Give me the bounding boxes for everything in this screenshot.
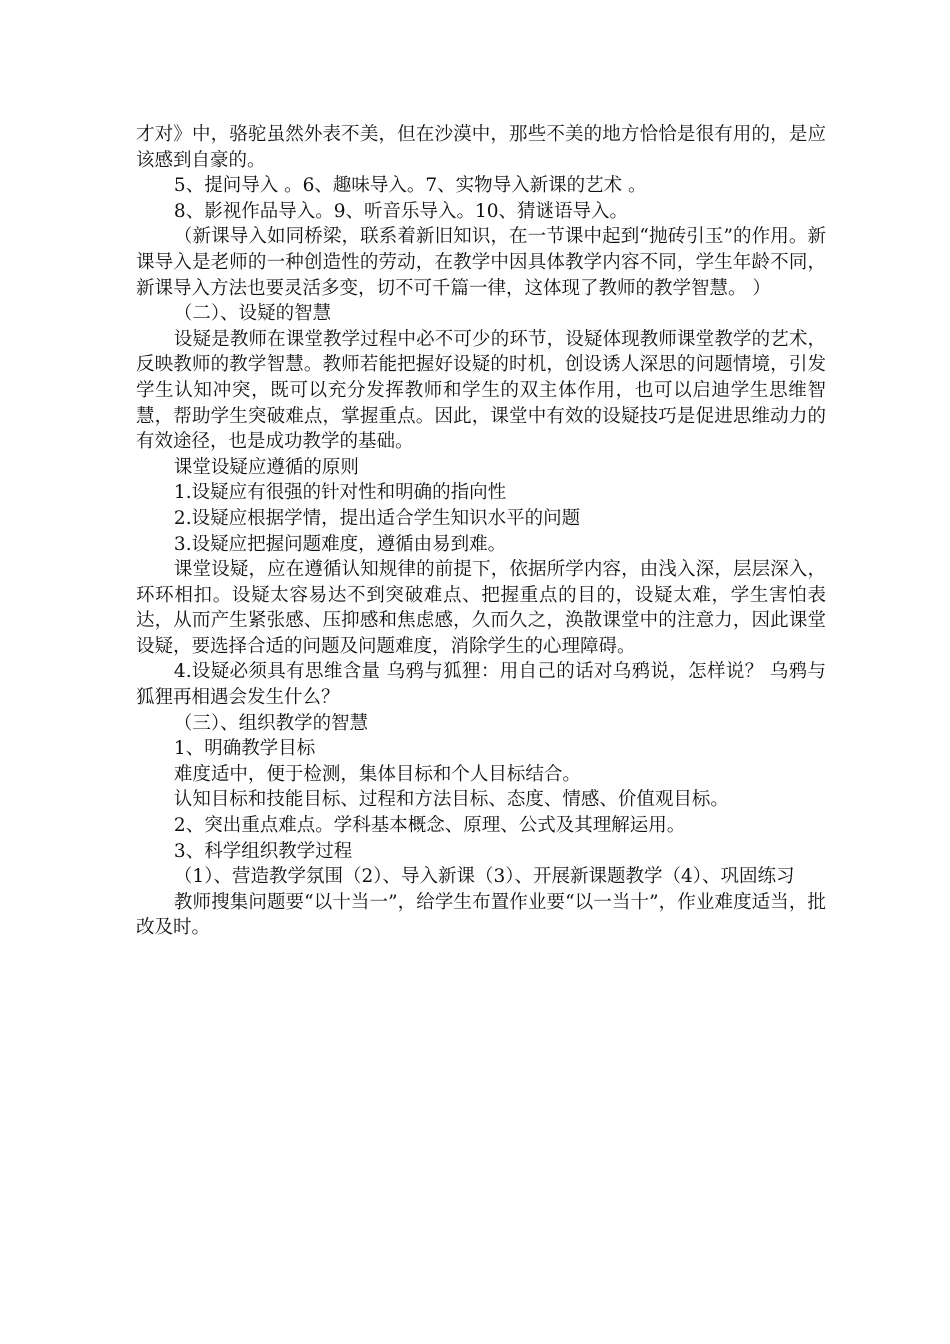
paragraph-questioning-intro: 设疑是教师在课堂教学过程中必不可少的环节，设疑体现教师课堂教学的艺术，反映教师的教学智慧。教师若能把握好设疑的时机，创设诱人深思的问题情境，引发学生认知冲突，既可以充分发挥教师和学生的双主体作用，也可以启迪学生思维智慧，帮助学生突破难点，掌握重点。因此，课堂中有效的设疑技巧是促进思维动力的有效途径，也是成功教学的基础。 (136, 328, 826, 453)
principle-item-3: 3.设疑应把握问题难度，遵循由易到难。 (173, 533, 507, 555)
principle-item-2: 2.设疑应根据学情，提出适合学生知识水平的问题 (173, 507, 581, 529)
subheading-principles: 课堂设疑应遵循的原则 (173, 456, 359, 478)
paragraph-bridge-note: （新课导入如同桥梁，联系着新旧知识，在一节课中起到“抛砖引玉”的作用。新课导入是老师的一种创造性的劳动，在教学中因具体教学内容不同，学生年龄不同，新课导入方法也要灵活多变，切不可千篇一律，这体现了教师的教学智慧。 ） (136, 226, 826, 299)
paragraph-questioning-rules: 课堂设疑，应在遵循认知规律的前提下，依据所学内容，由浅入深，层层深入，环环相扣。设疑太容易达不到突破难点、把握重点的目的，设疑太难，学生害怕表达，从而产生紧张感、压抑感和焦虑感，久而久之，涣散课堂中的注意力，因此课堂设疑，要选择合适的问题及问题难度，消除学生的心理障碍。 (136, 559, 826, 657)
organization-item-2: 2、突出重点难点。学科基本概念、原理、公式及其理解运用。 (173, 815, 686, 837)
paragraph-homework: 教师搜集问题要“以十当一”，给学生布置作业要“以一当十”，作业难度适当，批改及时。 (136, 891, 826, 939)
section-heading-organization: （三）、组织教学的智慧 (173, 712, 369, 734)
document-body (136, 122, 826, 941)
principle-item-1: 1.设疑应有很强的针对性和明确的指向性 (173, 482, 507, 504)
paragraph-methods-8-10: 8、影视作品导入。9、听音乐导入。10、猜谜语导入。 (173, 200, 629, 222)
paragraph-process-steps: （1）、营造教学氛围（2）、导入新课（3）、开展新课题教学（4）、巩固练习 (173, 866, 795, 888)
section-heading-questioning: （二）、设疑的智慧 (173, 303, 332, 325)
organization-item-1: 1、明确教学目标 (173, 738, 316, 760)
paragraph-continued: 才对》中，骆驼虽然外表不美，但在沙漠中，那些不美的地方恰恰是很有用的，是应该感到自豪的。 (136, 124, 826, 171)
paragraph-objectives: 认知目标和技能目标、过程和方法目标、态度、情感、价值观目标。 (173, 789, 729, 811)
paragraph-methods-5-7: 5、提问导入 。6、趣味导入。7、实物导入新课的艺术 。 (173, 175, 647, 197)
principle-item-4: 4.设疑必须具有思维含量 乌鸦与狐狸：用自己的话对乌鸦说，怎样说？ 乌鸦与狐狸再相遇会发生什么？ (136, 661, 826, 709)
paragraph-difficulty: 难度适中，便于检测，集体目标和个人目标结合。 (173, 763, 581, 785)
organization-item-3: 3、科学组织教学过程 (173, 840, 353, 862)
